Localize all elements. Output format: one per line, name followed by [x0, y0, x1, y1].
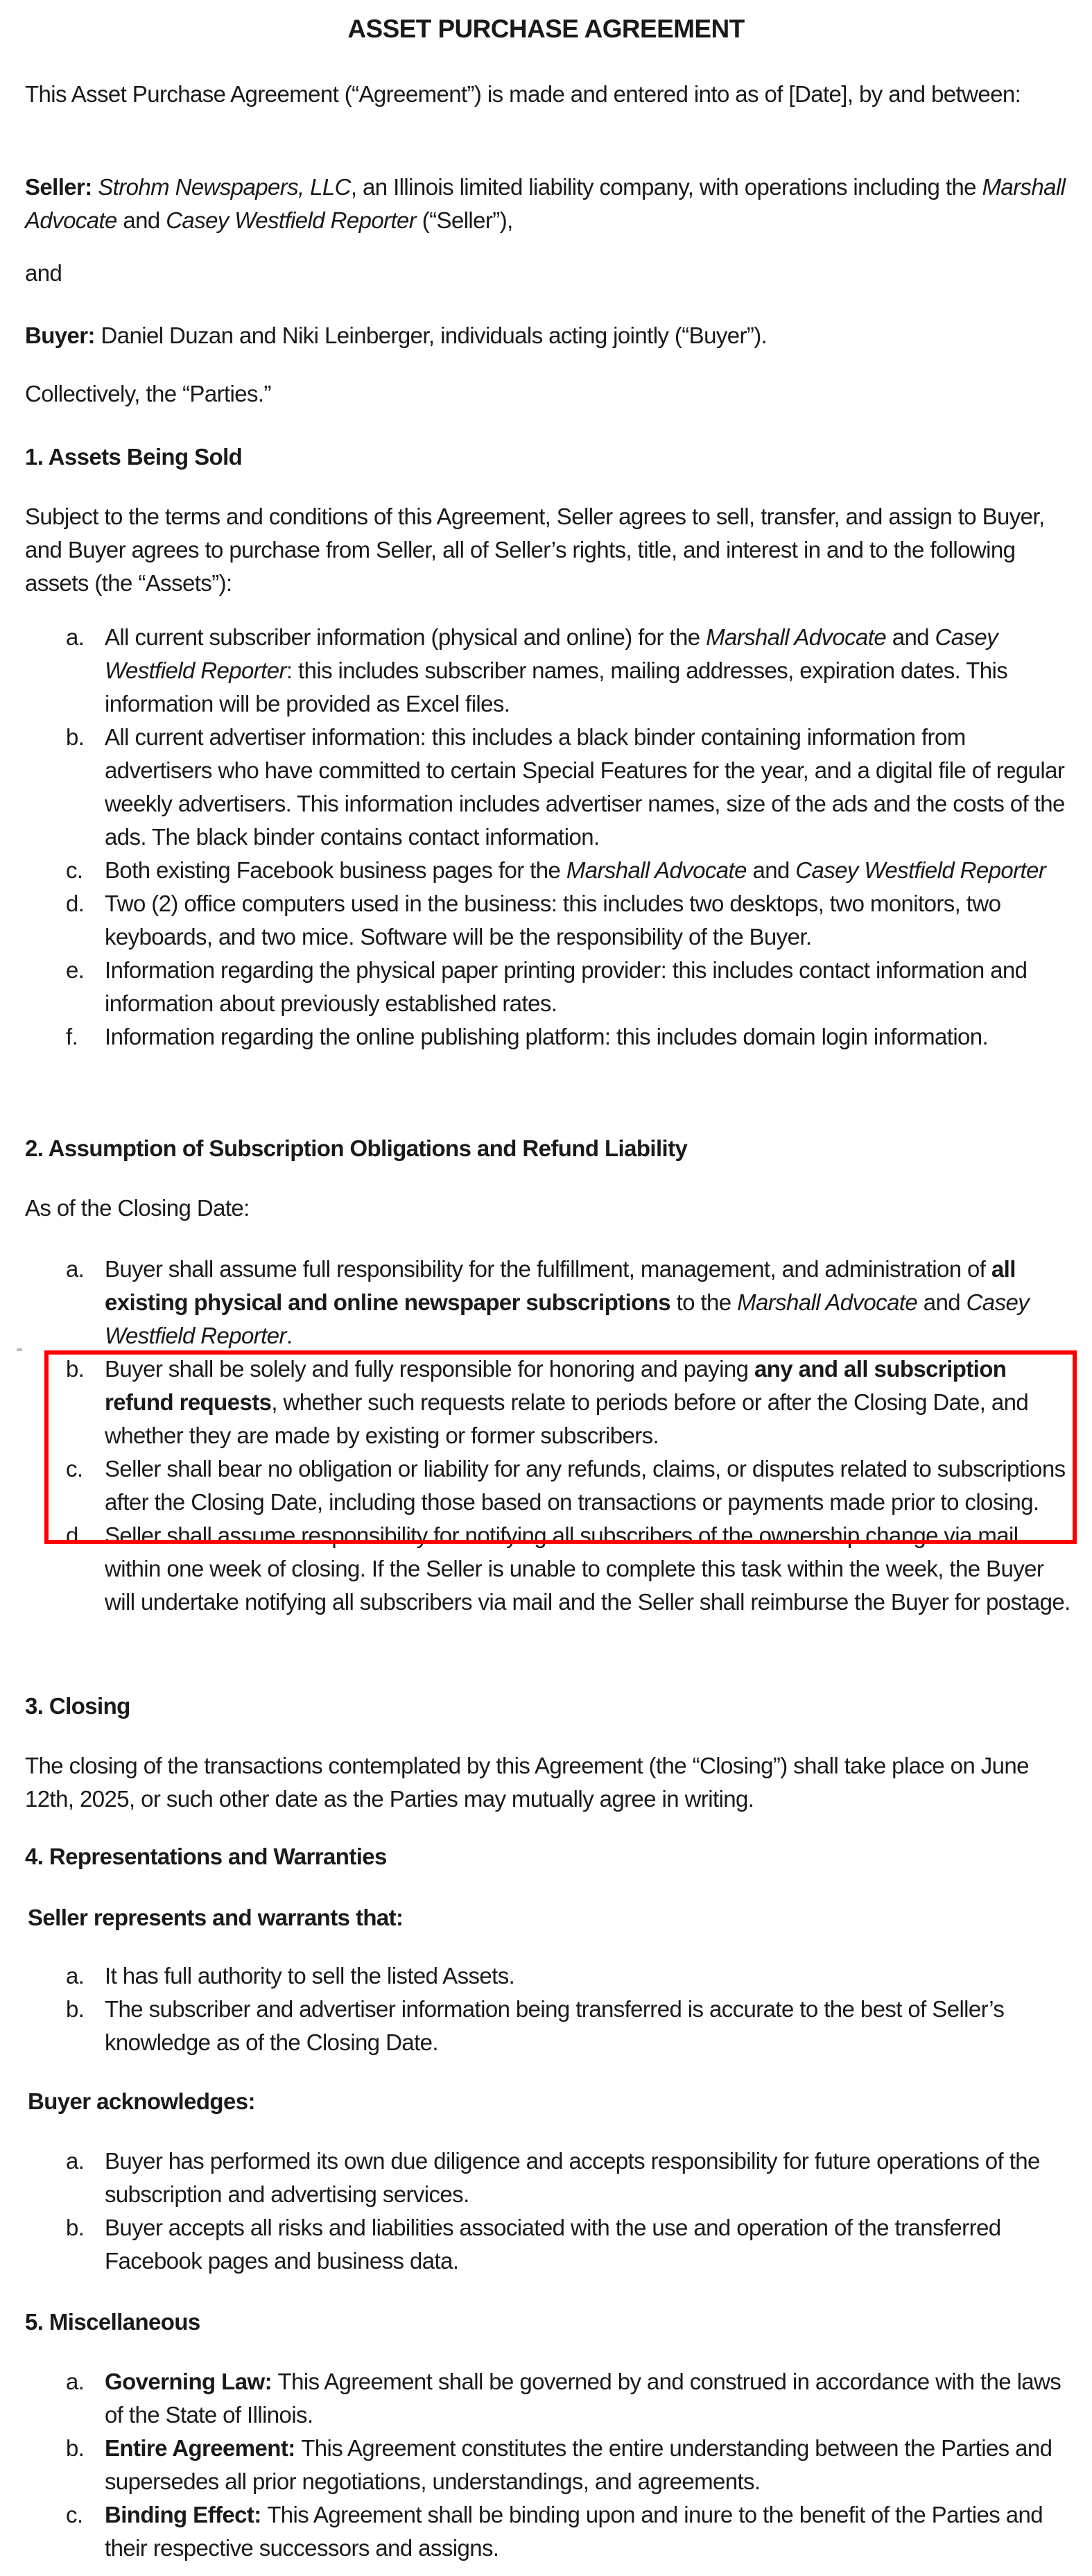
text-run: The closing of the transactions contemplated by this Agreement (the “Closing”) shall take place on June 12th, 2025, or such other date as the Parties may mutually agree in writing.: [25, 1753, 1029, 1812]
text-run: 5. Miscellaneous: [25, 2309, 200, 2335]
text-run: any and all subscription refund requests: [105, 1356, 1007, 1415]
text-run: and: [886, 624, 935, 650]
list-item: [66, 887, 1075, 954]
text-run: Casey Westfield Reporter: [166, 207, 417, 233]
text-run: and: [116, 207, 166, 233]
list-item: [66, 1253, 1075, 1353]
text-run: All current subscriber information (physical and online) for the: [105, 624, 707, 650]
list-letter: b.: [66, 2215, 85, 2240]
text-run: Governing Law:: [105, 2369, 278, 2394]
clause-list: [66, 2365, 1075, 2565]
clause-list: [66, 1959, 1075, 2059]
list-letter: c.: [66, 2502, 83, 2527]
list-letter: a.: [66, 1256, 85, 1282]
list-item: [66, 1020, 1075, 1054]
list-letter: e.: [66, 957, 85, 983]
list-letter: a.: [66, 1963, 85, 1989]
list-item: [66, 721, 1075, 854]
text-run: to the: [670, 1289, 738, 1315]
list-letter: b.: [66, 1356, 85, 1382]
text-run: Casey Westfield Reporter: [105, 624, 998, 683]
list-item: [66, 2211, 1075, 2278]
text-run: 3. Closing: [25, 1693, 130, 1719]
text-run: Marshall Advocate: [566, 857, 747, 883]
text-run: This Agreement constitutes the entire understanding between the Parties and supersedes all prior negotiations, understandings, and agreements.: [105, 2435, 1052, 2494]
text-run: Casey Westfield Reporter: [795, 857, 1046, 883]
paragraph: [25, 1749, 1072, 1816]
list-letter: b.: [66, 1996, 85, 2022]
list-item: [66, 1993, 1075, 2059]
paragraph: [25, 257, 1072, 290]
text-run: Marshall Advocate: [706, 624, 887, 650]
text-run: , an Illinois limited liability company, with operations including the: [350, 174, 982, 200]
list-item: [66, 2145, 1075, 2211]
list-item: [66, 1959, 1075, 1993]
section-heading: [25, 2305, 1072, 2339]
text-run: 4. Representations and Warranties: [25, 1844, 387, 1869]
paragraph: [25, 171, 1072, 237]
list-item: [66, 2365, 1075, 2432]
text-run: Buyer shall assume full responsibility for the fulfillment, management, and administration of: [105, 1256, 991, 1282]
text-run: : this includes subscriber names, mailing addresses, expiration dates. This information will be provided as Excel files.: [105, 658, 1008, 716]
text-run: Collectively, the “Parties.”: [25, 381, 271, 406]
list-item: [66, 2498, 1075, 2565]
section-heading: [25, 1840, 1072, 1873]
text-run: Seller:: [25, 174, 98, 200]
text-run: Information regarding the online publishing platform: this includes domain login information.: [105, 1024, 989, 1049]
text-run: and: [917, 1289, 967, 1315]
text-run: Buyer accepts all risks and liabilities associated with the use and operation of the transferred Facebook pages and business data.: [105, 2215, 1001, 2274]
text-run: 2. Assumption of Subscription Obligations and Refund Liability: [25, 1135, 688, 1161]
text-run: .: [286, 1323, 293, 1348]
text-run: This Agreement shall be governed by and construed in accordance with the laws of the State of Illinois.: [105, 2369, 1061, 2428]
highlight-box: [44, 1350, 1077, 1544]
subheading: [28, 1901, 1075, 1934]
list-letter: b.: [66, 724, 85, 750]
text-run: Buyer acknowledges:: [28, 2088, 255, 2114]
list-letter: a.: [66, 624, 85, 650]
text-run: and: [746, 857, 796, 883]
text-run: All current advertiser information: this includes a black binder containing information from advertisers who have committed to certain Special Features for the year, and a digital file of regular weekly advertisers. This information includes advertiser names, size of the ads and the costs of the ads. The black binder contains contact information.: [105, 724, 1065, 850]
comment-marker: [17, 1348, 22, 1351]
text-run: Seller shall assume responsibility for notifying all subscribers of the ownership change via mail within one week of closing. If the Seller is unable to complete this task within the week, the Buyer will undertake notifying all subscribers via mail and the Seller shall reimburse the Buyer for postage.: [105, 1522, 1071, 1615]
text-run: Seller shall bear no obligation or liability for any refunds, claims, or disputes related to subscriptions after the Closing Date, including those based on transactions or payments made prior to closing.: [105, 1456, 1066, 1515]
text-run: Seller represents and warrants that:: [28, 1905, 404, 1930]
list-item: [66, 621, 1075, 721]
text-run: and: [25, 260, 62, 286]
text-run: Marshall Advocate: [25, 174, 1066, 233]
list-item: [66, 2432, 1075, 2498]
list-letter: b.: [66, 2435, 85, 2461]
text-run: Two (2) office computers used in the business: this includes two desktops, two monitors, two keyboards, and two mice. Software will be the responsibility of the Buyer.: [105, 891, 1001, 950]
text-run: Casey Westfield Reporter: [105, 1289, 1030, 1348]
text-run: 1. Assets Being Sold: [25, 444, 243, 470]
text-run: This Agreement shall be binding upon and inure to the benefit of the Parties and their respective successors and assigns.: [105, 2502, 1043, 2561]
section-heading: [25, 1132, 1072, 1165]
text-run: Marshall Advocate: [737, 1289, 918, 1315]
text-run: Both existing Facebook business pages for the: [105, 857, 566, 883]
section-heading: [25, 1690, 1072, 1723]
subheading: [28, 2085, 1075, 2118]
text-run: , whether such requests relate to periods before or after the Closing Date, and whether they are made by existing or former subscribers.: [105, 1389, 1029, 1448]
text-run: Information regarding the physical paper printing provider: this includes contact information and information about previously established rates.: [105, 957, 1028, 1016]
text-run: Buyer shall be solely and fully responsible for honoring and paying: [105, 1356, 754, 1382]
text-run: As of the Closing Date:: [25, 1195, 250, 1221]
text-run: Binding Effect:: [105, 2502, 268, 2527]
paragraph: [25, 78, 1072, 111]
text-run: all existing physical and online newspaper subscriptions: [105, 1256, 1016, 1315]
clause-list: [66, 621, 1075, 1054]
list-letter: d.: [66, 891, 85, 916]
text-run: Buyer has performed its own due diligence and accepts responsibility for future operations of the subscription and advertising services.: [105, 2148, 1040, 2207]
list-letter: c.: [66, 1456, 83, 1482]
list-item: [66, 854, 1075, 887]
section-heading: [25, 440, 1072, 474]
text-run: Daniel Duzan and Niki Leinberger, individuals acting jointly (“Buyer”).: [101, 323, 768, 348]
paragraph: [25, 319, 1072, 352]
list-letter: d.: [66, 1522, 85, 1548]
text-run: Buyer:: [25, 323, 101, 348]
text-run: It has full authority to sell the listed Assets.: [105, 1963, 515, 1989]
text-run: The subscriber and advertiser information being transferred is accurate to the best of Seller’s knowledge as of the Closing Date.: [105, 1996, 1005, 2055]
list-letter: a.: [66, 2369, 85, 2394]
paragraph: [25, 377, 1072, 411]
paragraph: [25, 1192, 1072, 1225]
text-run: Subject to the terms and conditions of this Agreement, Seller agrees to sell, transfer, and assign to Buyer, and Buyer agrees to purchase from Seller, all of Seller’s rights, title, and interest in and to the following assets (the “Assets”):: [25, 504, 1045, 596]
list-letter: c.: [66, 857, 83, 883]
text-run: This Asset Purchase Agreement (“Agreement”) is made and entered into as of [Date], by and between:: [25, 81, 1021, 107]
list-letter: a.: [66, 2148, 85, 2174]
text-run: Entire Agreement:: [105, 2435, 302, 2461]
list-letter: f.: [66, 1024, 78, 1049]
clause-list: [66, 2145, 1075, 2278]
document-title: ASSET PURCHASE AGREEMENT: [347, 15, 745, 43]
text-run: (“Seller”),: [416, 207, 513, 233]
list-item: [66, 954, 1075, 1020]
paragraph: [25, 500, 1072, 600]
text-run: Strohm Newspapers, LLC: [98, 174, 351, 200]
